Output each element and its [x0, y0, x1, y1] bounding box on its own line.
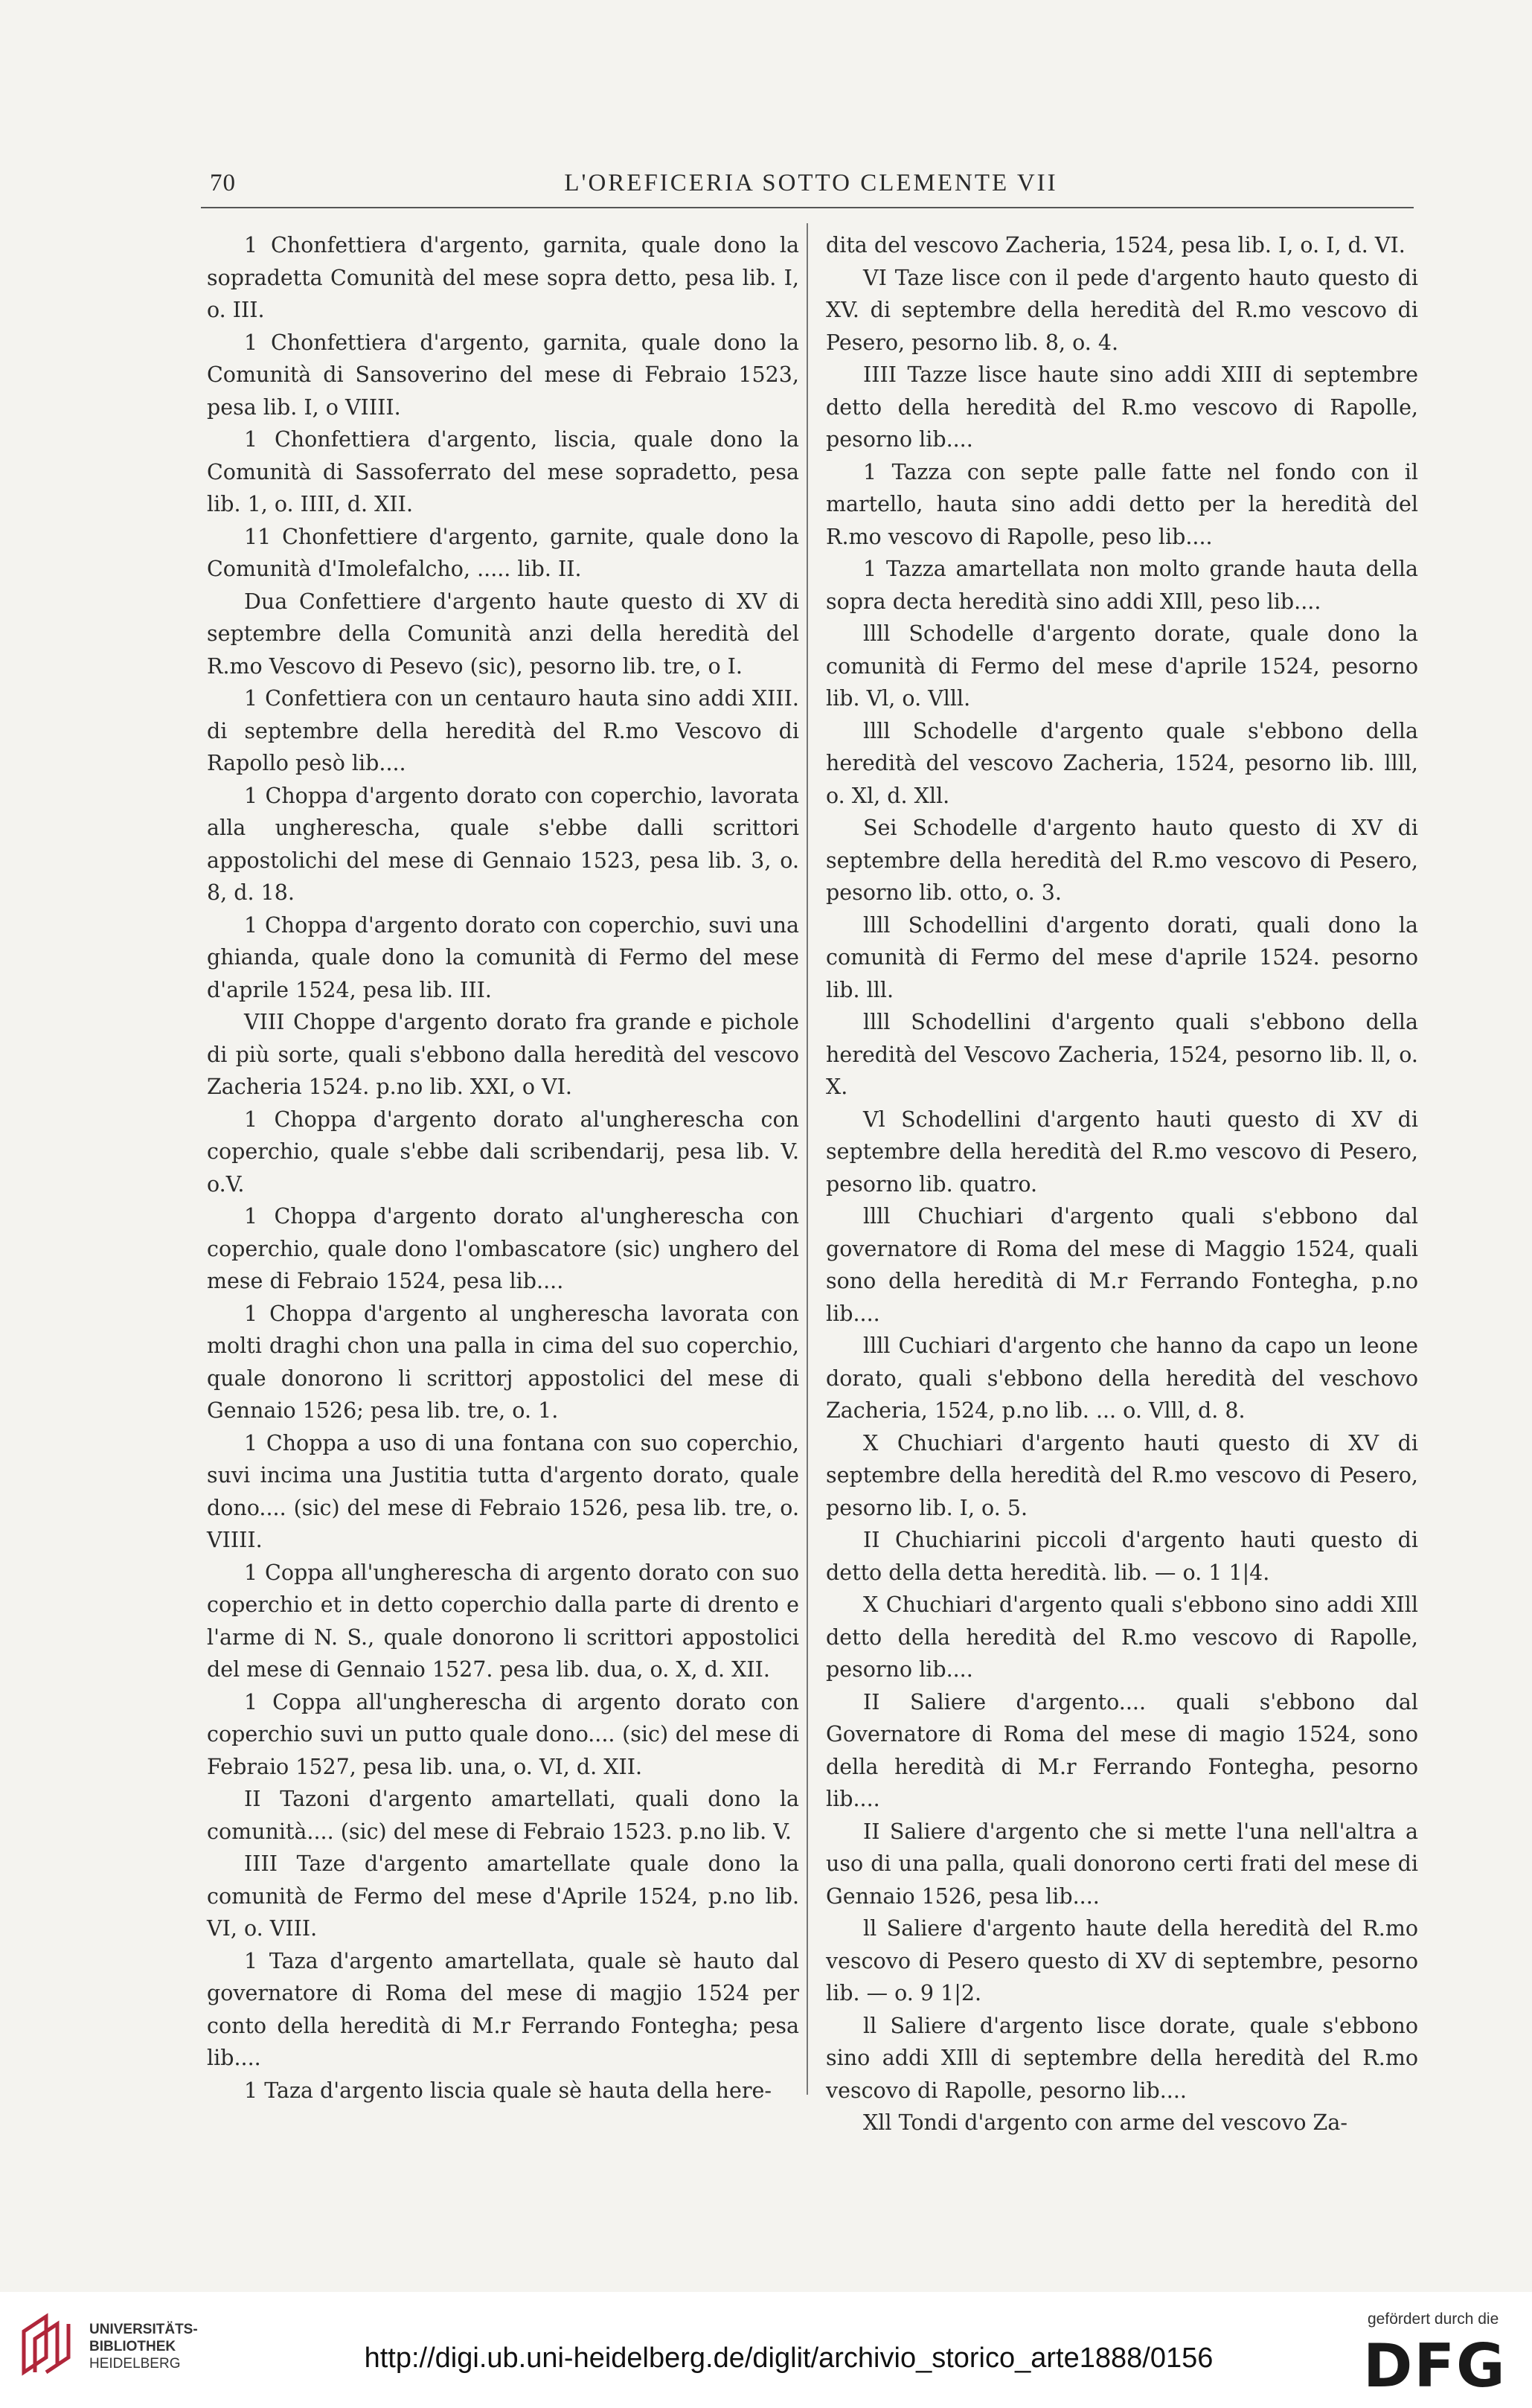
paragraph: II Saliere d'argento che si mette l'una nell'altra a uso di una palla, quali donorono certi frati del mese di Gennaio 1526, pesa lib.... — [826, 1819, 1418, 1909]
column-divider — [807, 223, 808, 2095]
library-name — [89, 2321, 198, 2372]
paragraph: X Chuchiari d'argento hauti questo di XV di septembre della heredità del R.mo vescovo di Pesero, pesorno lib. I, o. 5. — [826, 1430, 1418, 1520]
paragraph: ll Saliere d'argento haute della heredità del R.mo vescovo di Pesero questo di XV di septembre, pesorno lib. — o. 9 1|2. — [826, 1916, 1418, 2005]
paragraph: 1 Choppa d'argento dorato al'ungherescha con coperchio, quale s'ebbe dali scribendarij, pesa lib. V. o.V. — [207, 1107, 799, 1197]
header-rule — [201, 207, 1414, 208]
paragraph: VI Taze lisce con il pede d'argento hauto questo di XV. di septembre della heredità del R.mo vescovo di Pesero, pesorno lib. 8, o. 4. — [826, 265, 1418, 355]
running-title: L'OREFICERIA SOTTO CLEMENTE VII — [564, 170, 1058, 196]
paragraph: 1 Taza d'argento liscia quale sè hauta della here- — [244, 2078, 772, 2103]
right-column — [826, 229, 1418, 2139]
paragraph: 1 Choppa a uso di una fontana con suo coperchio, suvi incima una Justitia tutta d'argento dorato, quale dono.... (sic) del mese di Febraio 1526, pesa lib. tre, o. VIIII. — [207, 1430, 799, 1552]
page-number: 70 — [210, 170, 236, 196]
paragraph: 1 Coppa all'ungherescha di argento dorato con suo coperchio et in detto coperchio dalla parte di drento e l'arme di N. S., quale donorono li scrittori appostolici del mese di Gennaio 1527. pesa lib. dua, o. X, d. XII. — [207, 1560, 799, 1682]
paragraph: 1 Chonfettiera d'argento, garnita, quale dono la Comunità di Sansoverino del mese di Febraio 1523, pesa lib. I, o VIIII. — [207, 330, 799, 420]
library-name-line: BIBLIOTHEK — [89, 2339, 176, 2354]
paragraph: II Tazoni d'argento amartellati, quali dono la comunità.... (sic) del mese di Febraio 1523. p.no lib. V. — [207, 1787, 799, 1844]
paragraph: 1 Confettiera con un centauro hauta sino addi XIII. di septembre della heredità del R.mo Vescovo di Rapollo pesò lib.... — [207, 686, 799, 775]
paragraph: llll Schodellini d'argento dorati, quali dono la comunità di Fermo del mese d'aprile 1524. pesorno lib. lll. — [826, 912, 1418, 1002]
library-name-line: UNIVERSITÄTS- — [89, 2322, 198, 2337]
university-library-logo-icon — [16, 2309, 83, 2376]
paragraph: 1 Choppa d'argento dorato al'ungherescha con coperchio, quale dono l'ombascatore (sic) unghero del mese di Febraio 1524, pesa lib.... — [207, 1204, 799, 1293]
paragraph: 11 Chonfettiere d'argento, garnite, quale dono la Comunità d'Imolefalcho, ..... lib. II. — [207, 524, 799, 581]
paragraph: Sei Schodelle d'argento hauto questo di XV di septembre della heredità del R.mo vescovo di Pesero, pesorno lib. otto, o. 3. — [826, 816, 1418, 905]
paragraph: X Chuchiari d'argento quali s'ebbono sino addi XIll detto della heredità del R.mo vescovo di Rapolle, pesorno lib.... — [826, 1592, 1418, 1682]
paragraph: llll Schodelle d'argento dorate, quale dono la comunità di Fermo del mese d'aprile 1524, pesorno lib. Vl, o. Vlll. — [826, 621, 1418, 711]
paragraph: IIII Tazze lisce haute sino addi XIII di septembre detto della heredità del R.mo vescovo di Rapolle, pesorno lib.... — [826, 362, 1418, 452]
paragraph: IIII Taze d'argento amartellate quale dono la comunità de Fermo del mese d'Aprile 1524, p.no lib. VI, o. VIII. — [207, 1851, 799, 1941]
paragraph: 1 Chonfettiera d'argento, liscia, quale dono la Comunità di Sassoferrato del mese sopradetto, pesa lib. 1, o. IIII, d. XII. — [207, 427, 799, 516]
paragraph: Vl Schodellini d'argento hauti questo di XV di septembre della heredità del R.mo vescovo di Pesero, pesorno lib. quatro. — [826, 1107, 1418, 1197]
paragraph: llll Chuchiari d'argento quali s'ebbono dal governatore di Roma del mese di Maggio 1524, quali sono della heredità di M.r Ferrando Fontegha, p.no lib.... — [826, 1204, 1418, 1326]
paragraph: 1 Choppa d'argento dorato con coperchio, suvi una ghianda, quale dono la comunità di Fermo del mese d'aprile 1524, pesa lib. III. — [207, 912, 799, 1002]
paragraph: VIII Choppe d'argento dorato fra grande e pichole di più sorte, quali s'ebbono dalla heredità del vescovo Zacheria 1524. p.no lib. XXI, o VI. — [207, 1010, 799, 1099]
paragraph-continuation: dita del vescovo Zacheria, 1524, pesa lib. I, o. I, d. VI. — [826, 233, 1406, 257]
paragraph: Xll Tondi d'argento con arme del vescovo Za- — [863, 2110, 1347, 2135]
source-url-link[interactable]: http://digi.ub.uni-heidelberg.de/diglit/archivio_storico_arte1888/0156 — [364, 2343, 1214, 2374]
paragraph: 1 Tazza con septe palle fatte nel fondo con il martello, hauta sino addi detto per la heredità del R.mo vescovo di Rapolle, peso lib.... — [826, 459, 1418, 549]
paragraph: Dua Confettiere d'argento haute questo di XV di septembre della Comunità anzi della heredità del R.mo Vescovo di Pesevo (sic), pesorno lib. tre, o I. — [207, 589, 799, 679]
paragraph: 1 Choppa d'argento dorato con coperchio, lavorata alla ungherescha, quale s'ebbe dalli scrittori appostolichi del mese di Gennaio 1523, pesa lib. 3, o. 8, d. 18. — [207, 783, 799, 905]
paragraph: II Chuchiarini piccoli d'argento hauti questo di detto della detta heredità. lib. — o. 1 1|4. — [826, 1528, 1418, 1585]
paragraph: 1 Chonfettiera d'argento, garnita, quale dono la sopradetta Comunità del mese sopra detto, pesa lib. I, o. III. — [207, 233, 799, 322]
dfg-logo: DFG — [1363, 2331, 1507, 2401]
paragraph: II Saliere d'argento.... quali s'ebbono dal Governatore di Roma del mese di magio 1524, sono della heredità di M.r Ferrando Fontegha, pesorno lib.... — [826, 1689, 1418, 1811]
paragraph: ll Saliere d'argento lisce dorate, quale s'ebbono sino addi XIll di septembre della heredità del R.mo vescovo di Rapolle, pesorno lib.... — [826, 2013, 1418, 2103]
paragraph: 1 Tazza amartellata non molto grande hauta della sopra decta heredità sino addi XIll, peso lib.... — [826, 557, 1418, 614]
paragraph: llll Schodellini d'argento quali s'ebbono della heredità del Vescovo Zacheria, 1524, pesorno lib. ll, o. X. — [826, 1010, 1418, 1099]
paragraph: llll Schodelle d'argento quale s'ebbono della heredità del vescovo Zacheria, 1524, pesorno lib. llll, o. Xl, d. Xll. — [826, 718, 1418, 808]
library-name-line: HEIDELBERG — [89, 2356, 181, 2372]
paragraph: 1 Choppa d'argento al ungherescha lavorata con molti draghi chon una palla in cima del suo coperchio, quale donorono li scrittorj appostolici del mese di Gennaio 1526; pesa lib. tre, o. 1. — [207, 1301, 799, 1423]
left-column — [207, 229, 799, 2107]
paragraph: 1 Coppa all'ungherescha di argento dorato con coperchio suvi un putto quale dono.... (sic) del mese di Febraio 1527, pesa lib. una, o. VI, d. XII. — [207, 1689, 799, 1779]
paragraph: llll Cuchiari d'argento che hanno da capo un leone dorato, quali s'ebbono della heredità del veschovo Zacheria, 1524, p.no lib. ... o. Vlll, d. 8. — [826, 1333, 1418, 1423]
paragraph: 1 Taza d'argento amartellata, quale sè hauto dal governatore di Roma del mese di magjio 1524 per conto della heredità di M.r Ferrando Fontegha; pesa lib.... — [207, 1948, 799, 2070]
funded-by-label: gefördert durch die — [1368, 2311, 1499, 2328]
